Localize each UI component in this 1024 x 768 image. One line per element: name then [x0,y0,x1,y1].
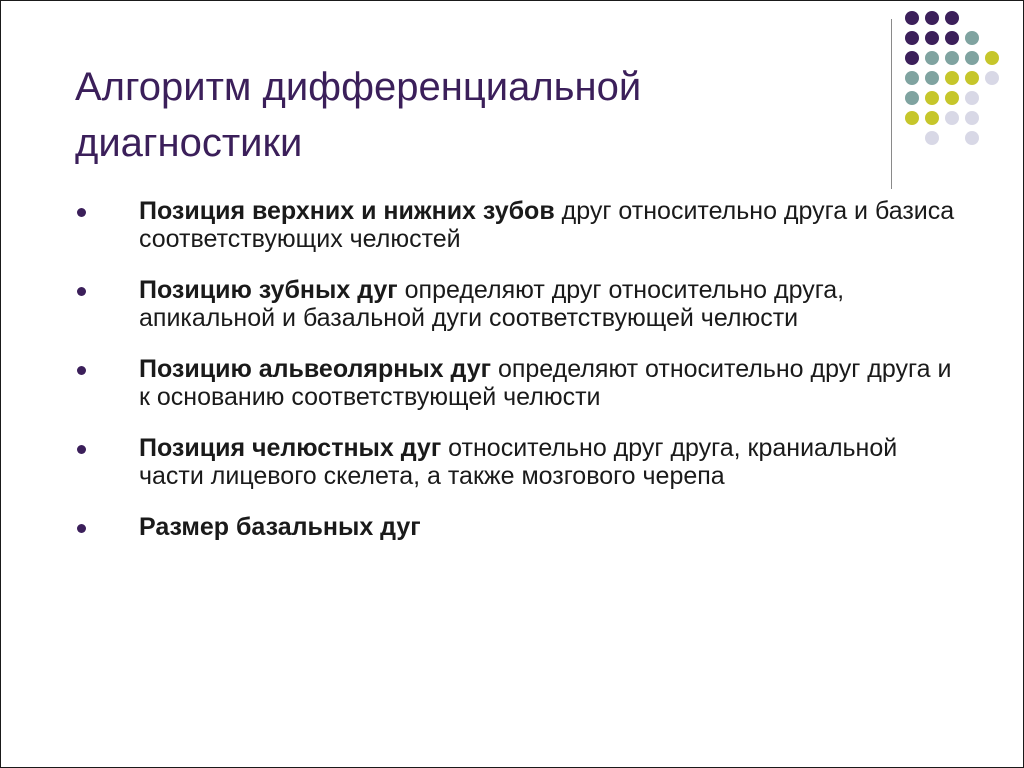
decorative-dot [965,31,979,45]
decorative-dot [925,91,939,105]
bullet-text: относительно друг друга, краниальной части лицевого скелета, а также мозгового черепа [139,434,898,490]
decorative-dot [925,111,939,125]
bullet-list [77,197,957,564]
decorative-dot [985,71,999,85]
bullet-bold-text: Позицию зубных дуг [139,276,398,304]
bullet-item [77,197,957,253]
decorative-dot [965,131,979,145]
decorative-dot [905,51,919,65]
decorative-dot [965,51,979,65]
bullet-bold-text: Позиция верхних и нижних зубов [139,197,555,225]
bullet-dot-icon [77,366,86,375]
bullet-dot-icon [77,524,86,533]
decorative-dot [925,11,939,25]
decorative-dot [945,91,959,105]
decorative-dot [945,51,959,65]
bullet-item [77,434,957,490]
decorative-dot [925,51,939,65]
decorative-dot [965,91,979,105]
decorative-dot [905,31,919,45]
decorative-dot [945,11,959,25]
decorative-dot [905,71,919,85]
slide-title: Алгоритм дифференциальной диагностики [75,65,642,165]
bullet-text: определяют друг относительно друга, апикальной и базальной дуги соответствующей челюсти [139,276,845,332]
bullet-text: друг относительно друга и базиса соответствующих челюстей [139,197,955,253]
decorative-dot [965,111,979,125]
bullet-dot-icon [77,445,86,454]
decorative-dot [945,111,959,125]
decorative-dot [945,71,959,85]
decorative-dot [945,31,959,45]
bullet-bold-text: Размер базальных дуг [139,513,421,541]
decorative-dot [925,71,939,85]
bullet-item [77,355,957,411]
bullet-dot-icon [77,208,86,217]
decorative-dot [925,131,939,145]
decorative-dot-grid [905,11,1017,171]
bullet-bold-text: Позиция челюстных дуг [139,434,442,462]
bullet-item [77,276,957,332]
bullet-item [77,513,957,541]
decorative-dot [985,51,999,65]
title-divider-line [891,19,892,189]
decorative-dot [905,91,919,105]
bullet-bold-text: Позицию альвеолярных дуг [139,355,492,383]
bullet-text: определяют относительно друг друга и к основанию соответствующей челюсти [139,355,952,411]
bullet-dot-icon [77,287,86,296]
decorative-dot [925,31,939,45]
decorative-dot [965,71,979,85]
decorative-dot [905,111,919,125]
decorative-dot [905,11,919,25]
